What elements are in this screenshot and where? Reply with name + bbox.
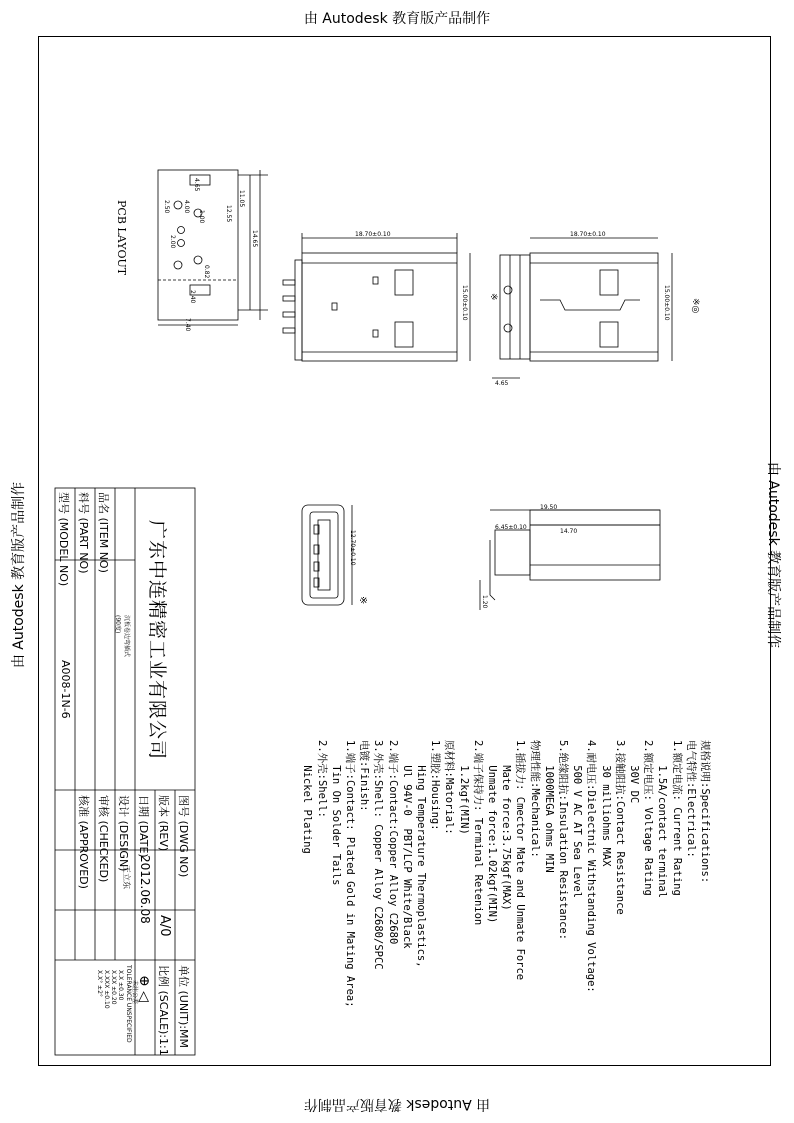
spec-line: 2.端子:Contact:Copper Alloy C2680 bbox=[386, 740, 399, 945]
top-view-height-dim: 15.00±0.10 bbox=[461, 285, 468, 321]
spec-line: 规格说明:Specifications: bbox=[699, 740, 711, 884]
spec-line: 1.插拔力: Cmector Mate and Unmate Force bbox=[514, 740, 527, 981]
top-view-note: ※ bbox=[488, 293, 498, 301]
bottom-view-dim-a: 19.50 bbox=[540, 504, 558, 511]
spec-line: 1000MEGA ohms MIN bbox=[542, 740, 555, 873]
front-view-note: ※ bbox=[357, 596, 368, 605]
company-name: 广东中连精密工业有限公司 bbox=[146, 520, 168, 761]
watermark-top: 由 Autodesk 教育版产品制作 bbox=[303, 11, 491, 27]
specifications bbox=[300, 740, 712, 1008]
spec-line: 2.端子保持力: Terminal Retenion bbox=[471, 740, 484, 926]
pcb-dim: 4.00 bbox=[183, 200, 190, 214]
model-label: 型号 (MODEL NO) bbox=[57, 492, 70, 587]
pcb-dim: 7.40 bbox=[184, 318, 191, 332]
model-value: A008-1N-6 bbox=[59, 660, 72, 719]
pcb-dim: 4.65 bbox=[193, 178, 200, 192]
tolerance-en: TOLERANCE UNSPECIFIED bbox=[125, 965, 132, 1043]
spec-line: Unmate force:1.02kgf(MIN) bbox=[485, 740, 498, 924]
spec-line: 2.额定电压: Voltage Rating bbox=[642, 740, 655, 896]
part-label: 料号 (PART NO) bbox=[77, 492, 90, 574]
rev-value: A/0 bbox=[157, 915, 172, 937]
approved-label: 核准 (APPROVED) bbox=[77, 795, 90, 889]
spec-line: 1.塑胶:Housing: bbox=[429, 740, 442, 831]
spec-line: 3.外壳:Shell: Copper Alloy C2680/SPCC bbox=[372, 740, 385, 970]
watermark-right: 由 Autodesk 教育版产品制作 bbox=[765, 461, 781, 649]
watermark-left: 由 Autodesk 教育版产品制作 bbox=[11, 481, 27, 669]
spec-line: 1.额定电流: Current Rating bbox=[670, 740, 683, 896]
side-view-width-dim: 18.70±0.10 bbox=[570, 231, 606, 238]
tolerance-line: X.XX ±0.20 bbox=[110, 970, 117, 1005]
spec-line: 5.绝缘阻抗:Insulation Resistance: bbox=[556, 740, 569, 941]
pcb-dim: 2.50 bbox=[163, 200, 170, 214]
date-value: 2012.06.08 bbox=[138, 855, 152, 924]
tolerance-line: X.X° ±2° bbox=[96, 970, 103, 997]
pcb-dim: 0.82 bbox=[203, 265, 210, 279]
design-label: 设计 (DESIGN) bbox=[117, 795, 130, 872]
spec-line: 电镀:Finish: bbox=[358, 740, 371, 812]
spec-line: 2.外壳:Shell: bbox=[315, 740, 328, 818]
tolerance-line: X.X ±0.30 bbox=[117, 970, 124, 1001]
pcb-dim: 14.65 bbox=[251, 230, 258, 248]
pcb-dim: 1.00 bbox=[198, 210, 205, 224]
bottom-view-dim-b: 14.70 bbox=[560, 528, 578, 535]
pcb-dim: 2.40 bbox=[189, 290, 196, 304]
item-label: 品名 (ITEM NO) bbox=[97, 492, 110, 573]
spec-line: 1.2kgf(MIN) bbox=[457, 740, 470, 835]
top-view bbox=[283, 233, 470, 361]
watermark-bottom: 由 Autodesk 教育版产品制作 bbox=[303, 1096, 491, 1112]
spec-line: 物理性能:Mechanical: bbox=[528, 740, 541, 858]
rev-label: 版本 (REV) bbox=[157, 795, 170, 852]
spec-line: 30 milliohms MAX bbox=[599, 740, 612, 867]
spec-line: Ul 94V-0 PBT/LCP White/Black bbox=[400, 740, 413, 949]
spec-line: 1.5A/contact terminal bbox=[656, 740, 669, 899]
bottom-view-dim-c: 6.45±0.10 bbox=[495, 524, 527, 531]
pcb-dim: 2.00 bbox=[169, 235, 176, 249]
pcb-dim: 12.55 bbox=[225, 205, 232, 223]
design-value: 王立东 bbox=[122, 865, 131, 889]
scale-label: 比例 (SCALE):1:1 bbox=[157, 965, 170, 1056]
spec-line: Tin On Solder Tails bbox=[329, 740, 342, 886]
item-value: 沉板卷边弯插式 (90度) bbox=[114, 615, 130, 658]
spec-line: 原材料:Matorial: bbox=[443, 740, 456, 835]
spec-line: 30V DC bbox=[627, 740, 640, 804]
side-view-height-dim: 15.00±0.10 bbox=[663, 285, 670, 321]
spec-line: 电气特性:Electrical: bbox=[684, 740, 697, 858]
unit-label: 单位 (UNIT):MM bbox=[177, 965, 190, 1049]
tolerance-line: X.XXX ±0.10 bbox=[103, 970, 110, 1009]
front-view-width-dim: 12.70±0.10 bbox=[349, 530, 356, 566]
top-view-width-dim: 18.70±0.10 bbox=[355, 231, 391, 238]
spec-line: 500 V AC AT Sea Level bbox=[571, 740, 584, 899]
side-view-height2-dim: 4.65 bbox=[495, 380, 509, 387]
bottom-view-dim-d: 1.20 bbox=[481, 595, 488, 609]
projection-icon: ⊕ ◁ bbox=[136, 975, 152, 1002]
spec-line: Mate force:3.75kgf(MAX) bbox=[500, 740, 513, 911]
pcb-dim: 11.05 bbox=[238, 190, 245, 208]
pcb-layout-label: PCB LAYOUT bbox=[115, 200, 128, 276]
spec-line: 1.端子:Contact: Plated Gold in Mating Area; bbox=[343, 740, 356, 1008]
spec-line: Nickel Plating bbox=[301, 740, 314, 854]
front-view bbox=[302, 505, 352, 605]
spec-line: 3.接触阻抗:Contact Resistance bbox=[613, 740, 626, 915]
side-view-note: ※◎ bbox=[690, 298, 700, 314]
side-view bbox=[492, 238, 672, 378]
spec-line: 4.耐电压:Dielectnic Withstanding Voltage: bbox=[585, 740, 598, 993]
dwg-label: 图号 (DWG NO) bbox=[177, 795, 190, 878]
tolerance-title: 未注公差 bbox=[131, 980, 138, 1005]
checked-label: 审核 (CHECKED) bbox=[97, 795, 110, 883]
spec-line: Hing Temperature Thermoplastics, bbox=[414, 740, 427, 968]
date-label: 日期 (DATE) bbox=[137, 795, 150, 858]
